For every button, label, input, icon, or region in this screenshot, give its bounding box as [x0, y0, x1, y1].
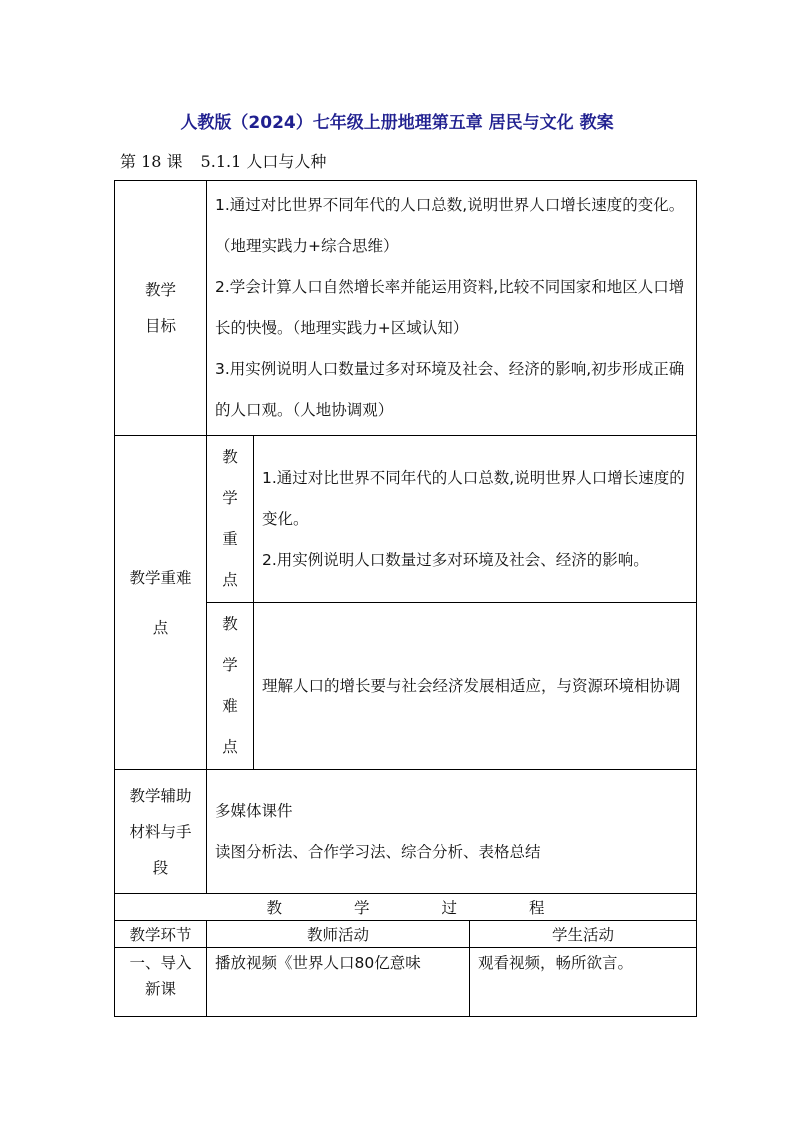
- difficulty-label-char: 学: [222, 656, 238, 674]
- key-label-char: 点: [222, 571, 238, 589]
- key-points-row: [115, 436, 697, 603]
- key-content: [254, 436, 697, 603]
- aids-label-line: 段: [152, 858, 169, 877]
- goal-item: 3.用实例说明人口数量过多对环境及社会、经济的影响,初步形成正确的人口观。（人地协调观）: [215, 360, 685, 419]
- process-title-char: 过: [441, 899, 458, 917]
- process-title-char: 程: [529, 899, 545, 917]
- process-header-row: [115, 921, 697, 948]
- lesson-heading: [120, 149, 344, 172]
- difficulty-label-char: 教: [222, 615, 238, 633]
- stage-line: 新课: [144, 980, 176, 998]
- goal-item: 2.学会计算人口自然增长率并能运用资料,比较不同国家和地区人口增长的快慢。（地理实践力+区域认知）: [215, 278, 685, 337]
- lesson-number: 第 18 课: [120, 152, 183, 171]
- difficulty-content: [254, 603, 697, 770]
- key-points-label: [115, 436, 207, 770]
- process-title-char: 学: [353, 899, 370, 917]
- key-points-label-line: 教学重难: [129, 568, 192, 587]
- header-student: 学生活动: [470, 921, 697, 948]
- goals-content: [207, 181, 697, 436]
- header-teacher: 教师活动: [207, 921, 470, 948]
- process-title-row: [115, 894, 697, 921]
- goals-label-line: 目标: [144, 317, 176, 335]
- aid-item: 读图分析法、合作学习法、综合分析、表格总结: [215, 842, 541, 861]
- difficulty-label-char: 点: [222, 738, 238, 756]
- difficulty-label-char: 难: [222, 697, 238, 715]
- difficulty-label: [207, 603, 254, 770]
- goal-item: 1.通过对比世界不同年代的人口总数,说明世界人口增长速度的变化。（地理实践力+综合思维）: [215, 196, 685, 255]
- key-points-label-line: 点: [152, 618, 169, 637]
- key-item: 2.用实例说明人口数量过多对环境及社会、经济的影响。: [262, 550, 649, 569]
- difficulty-text: 理解人口的增长要与社会经济发展相适应，与资源环境相协调: [262, 676, 681, 695]
- key-label-char: 教: [222, 448, 238, 466]
- process-row: [115, 948, 697, 1017]
- process-title-char: 教: [266, 899, 282, 917]
- stage-cell: [115, 948, 207, 1017]
- goals-label: [115, 181, 207, 436]
- lesson-name: 5.1.1 人口与人种: [200, 152, 327, 171]
- aid-item: 多媒体课件: [215, 801, 293, 820]
- aids-content: [207, 770, 697, 894]
- header-stage: 教学环节: [115, 921, 207, 948]
- aids-label-line: 教学辅助: [129, 786, 192, 805]
- document-title: 人教版（2024）七年级上册地理第五章 居民与文化 教案: [180, 113, 614, 133]
- goals-row: [115, 181, 697, 436]
- aids-label: [115, 770, 207, 894]
- aids-label-line: 材料与手: [129, 822, 192, 841]
- teacher-activity: 播放视频《世界人口80亿意味: [207, 948, 470, 1017]
- key-label-char: 学: [222, 489, 238, 507]
- lesson-plan-table: [114, 180, 697, 1017]
- key-label: [207, 436, 254, 603]
- aids-row: [115, 770, 697, 894]
- stage-line: 一、导入: [129, 954, 192, 972]
- process-title: [115, 894, 697, 921]
- goals-label-line: 教学: [144, 281, 176, 299]
- key-label-char: 重: [222, 530, 238, 548]
- student-activity: 观看视频，畅所欲言。: [470, 948, 697, 1017]
- key-item: 1.通过对比世界不同年代的人口总数,说明世界人口增长速度的变化。: [262, 468, 685, 528]
